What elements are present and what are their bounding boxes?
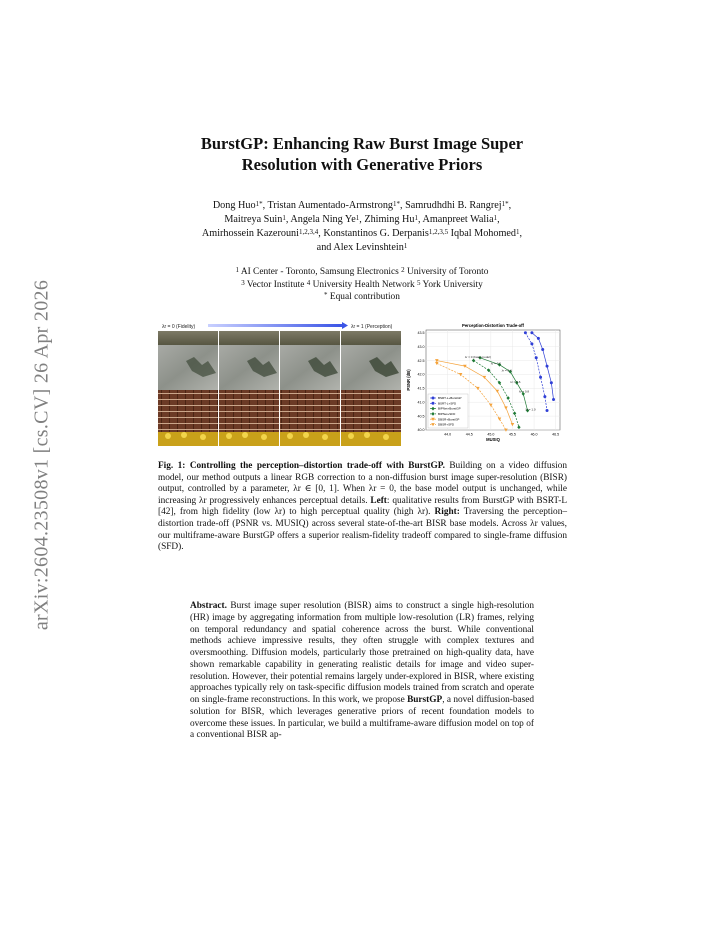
author-sup: 1 <box>282 214 286 222</box>
legend-entry: BSRT-L+SFD <box>438 401 457 406</box>
data-point-circle <box>432 397 435 400</box>
data-point-circle <box>546 365 549 368</box>
caption-text-1: Building on a video diffusion model, our method outputs a linear RGB correction to a non-diffusion burst image super-resolution (BISR) output, controlled by a parameter, λr ∈ [0, 1]. When λr = 0, the base model output is unchanged, while increasing λr progressively enhances perceptual details. <box>158 461 567 506</box>
qualitative-panel <box>158 321 401 446</box>
author-name: Maitreya Suin <box>224 214 283 225</box>
caption-text-2: : qualitative results from BurstGP with BSRT-L [42], from high fidelity (low λr) to high perceptual quality (high λr). <box>158 495 567 518</box>
y-tick-label: 43.0 <box>417 344 425 349</box>
data-point-circle <box>530 342 533 345</box>
qualitative-svg <box>158 321 401 446</box>
y-axis-label: PSNR (dB) <box>406 369 411 391</box>
affiliation-line-2 <box>110 279 614 292</box>
data-point-circle <box>432 402 435 405</box>
affil-sup: 2 <box>401 266 405 274</box>
legend-entry: BSRT-L+BurstGP <box>438 396 462 401</box>
author-line-1 <box>110 199 614 213</box>
affil-sup: 5 <box>417 278 421 287</box>
author-name: Amirhossein Kazerouni <box>201 228 299 239</box>
author-line-2 <box>110 213 614 227</box>
author-sup: 1 <box>414 214 418 222</box>
affil-text: University Health Network <box>310 279 418 290</box>
caption-text-3: Traversing the perception–distortion trade-off (PSNR vs. MUSIQ) across several state-of-the-art BISR base models. Across λr values, our multiframe-aware BurstGP offers a superior realism-fidelity tradeoff compared to single-frame diffusion (SFD). <box>158 507 567 553</box>
x-tick-label: 46.5 <box>552 432 560 437</box>
abstract-label: Abstract. <box>190 601 227 611</box>
author-name: , Tristan Aumentado-Armstrong <box>262 200 394 211</box>
author-sup: 1,2,3,4 <box>298 228 319 236</box>
lambda-annotation: λr = 1.0 <box>525 407 536 412</box>
y-tick-label: 40.5 <box>417 414 425 419</box>
data-point-circle <box>552 398 555 401</box>
x-axis-label: MUSIQ <box>486 437 500 442</box>
chart-title: Perception-Distortion Trade-off <box>462 323 524 328</box>
legend-entry: DBSR+SFD <box>438 422 455 427</box>
caption-label: Fig. 1: <box>158 461 186 471</box>
affil-text: Vector Institute <box>244 279 307 290</box>
affil-sup: 4 <box>306 278 311 287</box>
legend-entry: BIPNet+BurstGP <box>438 406 461 411</box>
y-tick-label: 43.5 <box>417 330 425 335</box>
paper-title <box>100 133 624 175</box>
arxiv-id-text: arXiv:2604.23508v1 [cs.CV] 26 Apr 2026 <box>30 279 53 631</box>
data-point-circle <box>550 381 553 384</box>
data-point-circle <box>537 337 540 340</box>
author-sup: 1 <box>355 214 360 222</box>
y-tick-label: 42.0 <box>417 372 425 377</box>
author-sup: 1 <box>403 242 408 250</box>
figure-1 <box>158 321 566 446</box>
affil-text: AI Center - Toronto, Samsung Electronics <box>239 267 402 277</box>
title-line-1: BurstGP: Enhancing Raw Burst Image Super <box>200 134 524 153</box>
y-tick-label: 41.5 <box>417 386 425 391</box>
data-point-circle <box>530 331 533 334</box>
x-tick-label: 45.0 <box>487 432 495 437</box>
affil-text: University of Toronto <box>404 267 489 277</box>
caption-title: Controlling the perception–distortion trade-off with BurstGP. <box>185 461 445 471</box>
arrow-head-icon <box>342 322 348 329</box>
data-point-circle <box>546 409 549 412</box>
lambda-annotation: λr = 0.4 <box>501 368 512 373</box>
affil-sup: 1 <box>235 266 239 274</box>
lambda-annotation: λr = 0.6 <box>510 379 521 384</box>
tradeoff-chart <box>404 321 566 446</box>
x-tick-label: 45.5 <box>508 432 516 437</box>
author-sup: 1 <box>493 214 498 222</box>
abstract-text-2: , a novel diffusion-based solution for BISR, which leverages generative priors of recent foundation models to overcome these issues. In particular, we build a multiframe-aware diffusion model on top of a conventional BISR ap- <box>190 695 534 741</box>
image-column-3 <box>280 331 340 446</box>
y-tick-label: 41.0 <box>417 400 425 405</box>
legend-entry: BIPNet+SFD <box>438 412 456 416</box>
affil-sup: 3 <box>241 278 245 287</box>
y-tick-label: 42.5 <box>417 358 425 363</box>
author-sep: , <box>497 214 500 225</box>
abstract <box>190 601 534 742</box>
x-tick-label: 46.0 <box>530 432 538 437</box>
legend-entry: DBSR+BurstGP <box>438 417 460 422</box>
author-line-4 <box>110 241 614 255</box>
author-sup: 1 <box>516 228 520 236</box>
image-column-1 <box>158 331 218 446</box>
image-column-2 <box>219 331 279 446</box>
author-sup: 1* <box>393 200 401 208</box>
author-list <box>110 199 614 255</box>
y-tick-label: 40.0 <box>417 428 425 433</box>
author-name: , Angela Ning Ye <box>285 214 356 225</box>
arxiv-identifier <box>12 230 72 680</box>
author-name: and Alex Levinshtein <box>316 242 404 253</box>
lambda-annotation: λr = 0 (base model) <box>464 354 491 359</box>
author-name: Iqbal Mohomed <box>448 228 517 239</box>
author-sup: 1* <box>501 200 509 208</box>
author-name: Dong Huo <box>212 200 256 211</box>
image-column-4 <box>341 331 401 446</box>
author-name: , Konstantinos G. Derpanis <box>318 228 429 239</box>
abstract-method-name: BurstGP <box>407 695 443 705</box>
author-line-3 <box>110 227 614 241</box>
author-name: , Amanpreet Walia <box>417 214 494 225</box>
caption-left-label: Left <box>370 495 387 506</box>
affiliations <box>110 266 614 304</box>
caption-right-label: Right: <box>434 507 460 518</box>
data-point-circle <box>543 395 546 398</box>
affil-text: York University <box>420 279 483 290</box>
fidelity-perception-arrow <box>208 324 342 327</box>
lambda-fidelity-label: λr = 0 (Fidelity) <box>162 324 196 330</box>
data-point-circle <box>541 348 544 351</box>
lambda-annotation: λr = 0.8 <box>518 389 530 394</box>
affiliation-line-3 <box>110 291 614 304</box>
lambda-perception-label: λr = 1 (Perception) <box>351 324 393 330</box>
author-sep: , <box>519 228 523 239</box>
tradeoff-chart-svg <box>404 321 566 446</box>
author-sup: 1* <box>255 200 263 208</box>
affil-sup: * <box>324 291 328 299</box>
author-sup: 1,2,3,5 <box>428 228 449 236</box>
author-name: , Zhiming Hu <box>359 214 415 225</box>
affil-text: Equal contribution <box>327 292 400 302</box>
abstract-text-1: Burst image super resolution (BISR) aims to construct a single high-resolution (HR) image by aggregating information from multiple low-resolution (LR) frames, relying on temporal redundancy and spatial coherence across the burst. While conventional methods achieve impressive results, they often struggle with complex textures and oversmoothing. Diffusion models, particularly those pretrained on high-quality data, have shown remarkable capability in generating realistic details for image and video super-resolution. However, their potential remains largely under-explored in BISR, where existing approaches typically rely on task-specific diffusion models trained from scratch and operate on single-frame reconstructions. In this work, we propose <box>190 601 534 705</box>
x-tick-label: 44.0 <box>444 432 452 437</box>
data-point-circle <box>524 331 527 334</box>
data-point-circle <box>535 356 538 359</box>
x-tick-label: 44.5 <box>465 432 473 437</box>
title-line-2: Resolution with Generative Priors <box>241 155 483 174</box>
lambda-annotation: λr = 0.2 <box>490 361 501 366</box>
figure-caption <box>158 461 567 554</box>
affiliation-line-1 <box>110 266 614 279</box>
author-sep: , <box>508 200 512 211</box>
author-name: , Samrudhdhi B. Rangrej <box>400 200 502 211</box>
data-point-circle <box>539 376 542 379</box>
